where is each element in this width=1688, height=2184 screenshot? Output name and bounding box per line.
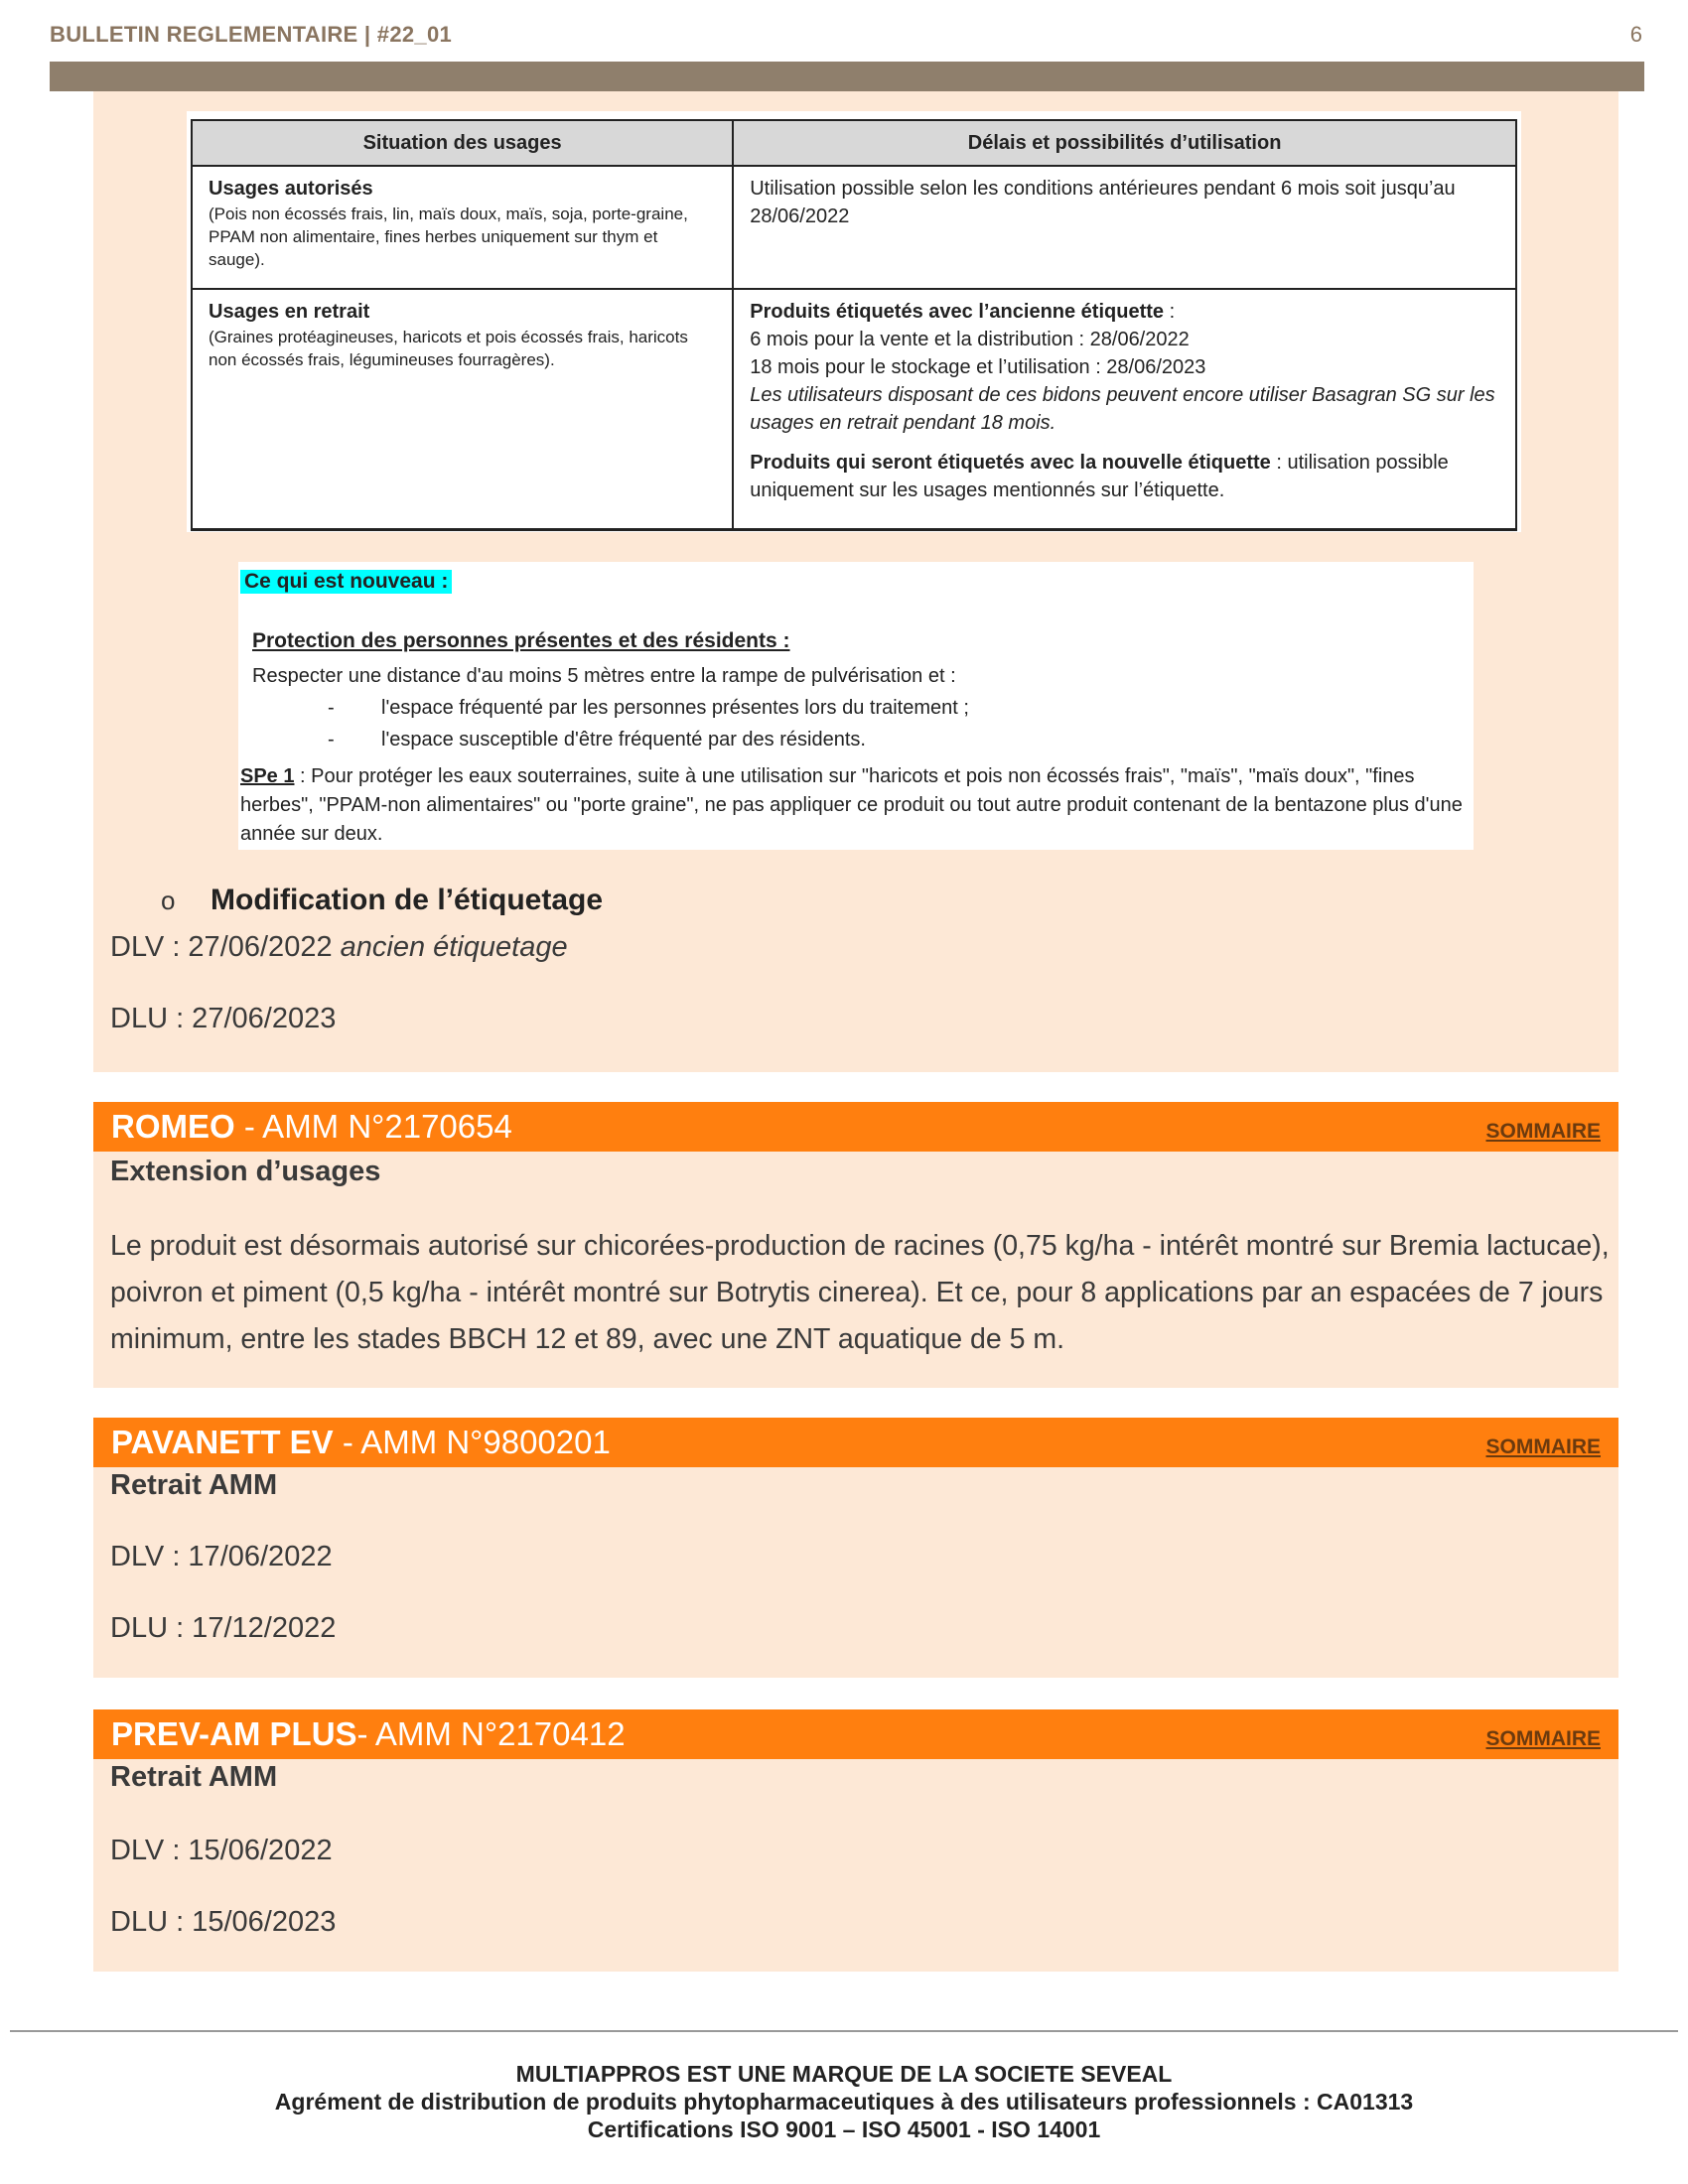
- col-header-delais: Délais et possibilités d’utilisation: [733, 120, 1516, 166]
- sommaire-link[interactable]: SOMMAIRE: [1485, 1727, 1601, 1750]
- basagran-dlu: DLU : 27/06/2023: [110, 1003, 337, 1034]
- distance-line: Respecter une distance d'au moins 5 mètres entre la rampe de pulvérisation et :: [252, 665, 956, 687]
- protection-heading: Protection des personnes présentes et des résidents :: [252, 629, 790, 652]
- nouveau-highlight: Ce qui est nouveau :: [240, 570, 452, 594]
- romeo-subtitle: Extension d’usages: [110, 1156, 381, 1187]
- romeo-name: ROMEO: [111, 1108, 235, 1145]
- stockage-utilisation-line: 18 mois pour le stockage et l’utilisation : 28/06/2023: [750, 356, 1206, 378]
- usages-autorises-detail: (Pois non écossés frais, lin, maïs doux, maïs, soja, porte-graine, PPAM non alimentaire, fines herbes uniquement sur thym et sauge).: [209, 205, 688, 269]
- bullet-circle: o: [161, 886, 176, 915]
- cell-retrait-delai: [733, 289, 1516, 529]
- bulletin-title: BULLETIN REGLEMENTAIRE | #22_01: [50, 22, 453, 47]
- vente-distribution-line: 6 mois pour la vente et la distribution : 28/06/2022: [750, 329, 1190, 350]
- page-number: 6: [1629, 22, 1642, 47]
- nouvelle-etiquette-label: Produits qui seront étiquetés avec la nouvelle étiquette: [750, 452, 1271, 474]
- dash-bullet: -: [328, 729, 335, 751]
- spe1-text: : Pour protéger les eaux souterraines, suite à une utilisation sur "haricots et pois non écossés frais", "maïs", "maïs doux", "fines herbes", "PPAM-non alimentaires" ou "porte graine", ne pas appliquer ce produit ou tout autre produit contenant de la bentazone plus d'une année sur deux.: [240, 765, 1463, 845]
- pavanett-subtitle: Retrait AMM: [110, 1469, 278, 1501]
- sommaire-link[interactable]: SOMMAIRE: [1485, 1435, 1601, 1458]
- prevam-name: PREV-AM PLUS: [111, 1715, 357, 1752]
- modification-etiquetage-heading: Modification de l’étiquetage: [211, 884, 604, 916]
- cell-autorises-delai: [733, 166, 1516, 289]
- cell-usages-autorises: [192, 166, 733, 289]
- ancien-etiquetage: ancien étiquetage: [340, 931, 568, 963]
- prevam-amm: - AMM N°2170412: [356, 1715, 626, 1752]
- footer-brand: MULTIAPPROS EST UNE MARQUE DE LA SOCIETE SEVEAL: [515, 2061, 1173, 2087]
- footer-agrement: Agrément de distribution de produits phytopharmaceutiques à des utilisateurs professionnels : CA01313: [274, 2089, 1414, 2115]
- ancienne-etiquette-label: Produits étiquetés avec l’ancienne étiquette: [750, 301, 1165, 323]
- dash-bullet: -: [328, 697, 335, 719]
- sommaire-link[interactable]: SOMMAIRE: [1485, 1120, 1601, 1143]
- spe1-paragraph: [240, 762, 1468, 849]
- prevam-title-bar: [93, 1709, 1618, 1759]
- autorises-delai-text: Utilisation possible selon les conditions antérieures pendant 6 mois soit jusqu’au 28/06/2022: [750, 178, 1456, 227]
- usage-table-image: [187, 111, 1521, 532]
- footer-divider: [10, 2030, 1678, 2032]
- usages-retrait-title: Usages en retrait: [209, 301, 370, 323]
- prevam-subtitle: Retrait AMM: [110, 1761, 278, 1793]
- romeo-amm: - AMM N°2170654: [234, 1108, 512, 1145]
- prevam-dlu: DLU : 15/06/2023: [110, 1906, 337, 1938]
- pavanett-title-bar: [93, 1418, 1618, 1467]
- pavanett-dlu: DLU : 17/12/2022: [110, 1612, 337, 1644]
- pavanett-dlv: DLV : 17/06/2022: [110, 1541, 333, 1572]
- col-header-situation: Situation des usages: [192, 120, 733, 166]
- nouveau-box: [238, 562, 1474, 850]
- usage-table: [191, 119, 1517, 531]
- usages-autorises-title: Usages autorisés: [209, 178, 373, 200]
- header-bar: [50, 62, 1644, 91]
- ancienne-etiquette-suffix: :: [1164, 301, 1176, 323]
- spe1-label: SPe 1: [240, 765, 295, 787]
- nouvelle-etiquette-suffix: : utilisation possible uniquement sur les usages mentionnés sur l’étiquette.: [750, 452, 1449, 501]
- romeo-title-bar: [93, 1102, 1618, 1152]
- dash-item-presentes: l'espace fréquenté par les personnes présentes lors du traitement ;: [381, 697, 969, 719]
- cell-usages-retrait: [192, 289, 733, 529]
- usages-retrait-detail: (Graines protéagineuses, haricots et pois écossés frais, haricots non écossés frais, légumineuses fourragères).: [209, 328, 688, 369]
- footer-certifications: Certifications ISO 9001 – ISO 45001 - ISO 14001: [587, 2116, 1101, 2142]
- romeo-body: Le produit est désormais autorisé sur chicorées-production de racines (0,75 kg/ha - intérêt montré sur Bremia lactucae), poivron et piment (0,5 kg/ha - intérêt montré sur Botrytis cinerea). Et ce, pour 8 applications par an espacées de 7 jours minimum, entre les stades BBCH 12 et 89, avec une ZNT aquatique de 5 m.: [110, 1230, 1610, 1355]
- pavanett-amm: - AMM N°9800201: [333, 1424, 611, 1460]
- dash-item-residents: l'espace susceptible d'être fréquenté par des résidents.: [381, 729, 866, 751]
- basagran-dlv: DLV : 27/06/2022 ancien étiquetage: [110, 931, 568, 963]
- prevam-dlv: DLV : 15/06/2022: [110, 1835, 333, 1866]
- utilisateurs-note: Les utilisateurs disposant de ces bidons peuvent encore utiliser Basagran SG sur les usages en retrait pendant 18 mois.: [750, 384, 1495, 434]
- pavanett-name: PAVANETT EV: [111, 1424, 334, 1460]
